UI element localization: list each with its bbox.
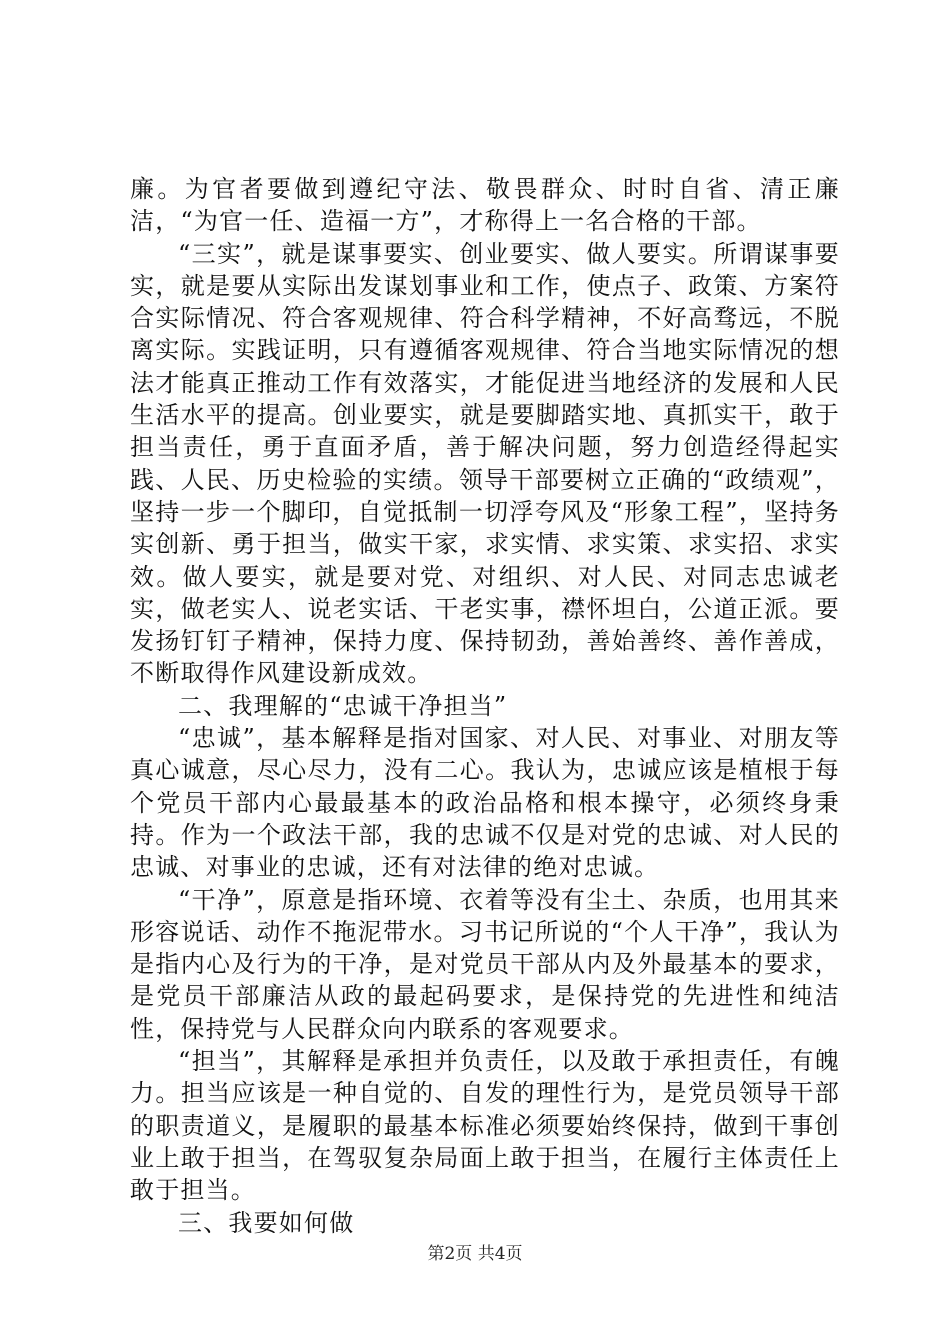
page-footer: 第2页 共4页 — [427, 1244, 523, 1264]
paragraph-loyalty: “忠诚”，基本解释是指对国家、对人民、对事业、对朋友等真心诚意，尽心尽力，没有二心。我认为，忠诚应该是植根于每个党员干部内心最最基本的政治品格和根本操守，必须终身秉持。作为一个政法干部，我的忠诚不仅是对党的忠诚、对人民的忠诚、对事业的忠诚，还有对法律的绝对忠诚。 — [130, 724, 840, 882]
paragraph-responsibility: “担当”，其解释是承担并负责任，以及敢于承担责任，有魄力。担当应该是一种自觉的、自发的理性行为，是党员领导干部的职责道义，是履职的最基本标准必须要始终保持，做到干事创业上敢于担当，在驾驭复杂局面上敢于担当，在履行主体责任上敢于担当。 — [130, 1047, 840, 1205]
paragraph-clean: “干净”，原意是指环境、衣着等没有尘土、杂质，也用其来形容说话、动作不拖泥带水。习书记所说的“个人干净”，我认为是指内心及行为的干净，是对党员干部从内及外最基本的要求，是党员干部廉洁从政的最起码要求，是保持党的先进性和纯洁性，保持党与人民群众向内联系的客观要求。 — [130, 885, 840, 1043]
section-heading-two: 二、我理解的“忠诚干净担当” — [178, 691, 508, 720]
section-heading-three: 三、我要如何做 — [178, 1208, 355, 1237]
paragraph-three-solid: “三实”，就是谋事要实、创业要实、做人要实。所谓谋事要实，就是要从实际出发谋划事业和工作，使点子、政策、方案符合实际情况、符合客观规律、符合科学精神，不好高骛远，不脱离实际。实践证明，只有遵循客观规律、符合当地实际情况的想法才能真正推动工作有效落实，才能促进当地经济的发展和人民生活水平的提高。创业要实，就是要脚踏实地、真抓实干，敢于担当责任，勇于直面矛盾，善于解决问题，努力创造经得起实践、人民、历史检验的实绩。领导干部要树立正确的“政绩观”，坚持一步一个脚印，自觉抵制一切浮夸风及“形象工程”，坚持务实创新、勇于担当，做实干家，求实情、求实策、求实招、求实效。做人要实，就是要对党、对组织、对人民、对同志忠诚老实，做老实人、说老实话、干老实事，襟怀坦白，公道正派。要发扬钉钉子精神，保持力度、保持韧劲，善始善终、善作善成，不断取得作风建设新成效。 — [130, 239, 840, 688]
document-body — [130, 173, 840, 1239]
paragraph-continuation: 廉。为官者要做到遵纪守法、敬畏群众、时时自省、清正廉洁，“为官一任、造福一方”，才称得上一名合格的干部。 — [130, 175, 840, 236]
